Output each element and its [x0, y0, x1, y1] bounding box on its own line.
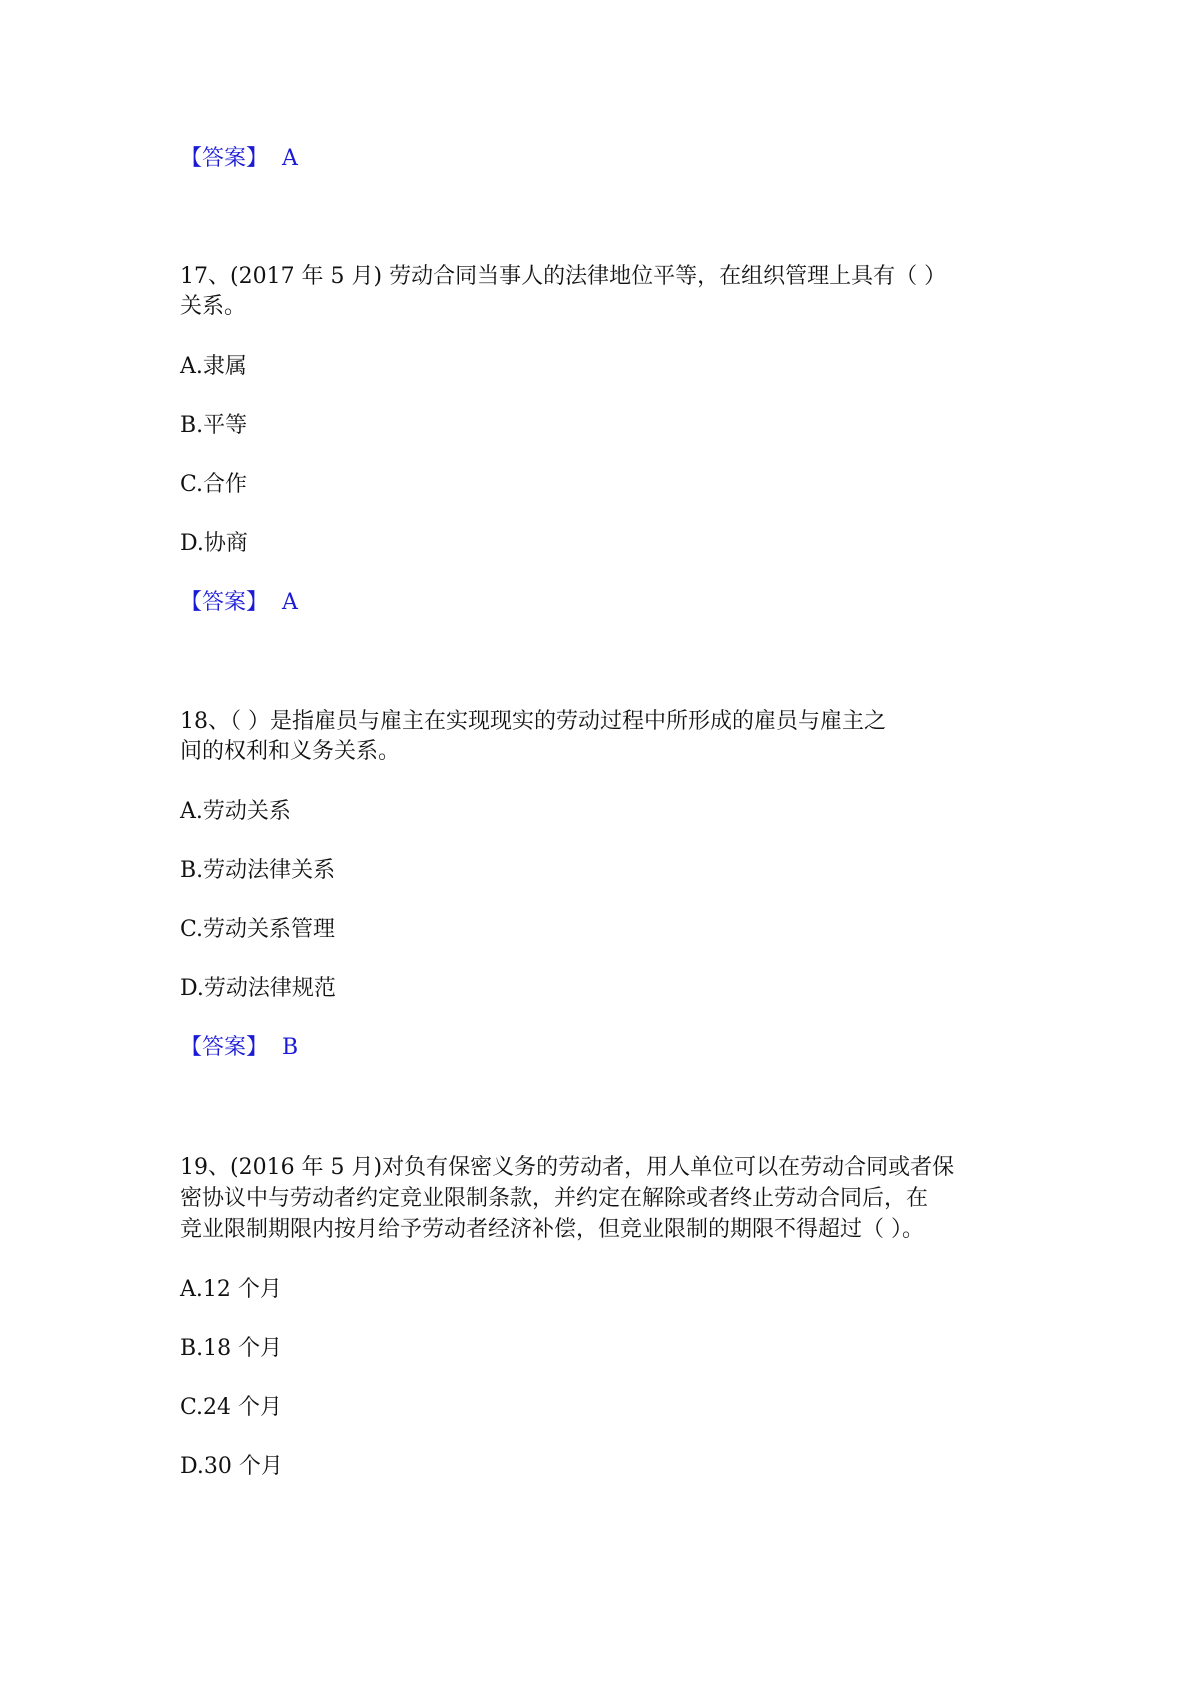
answer-value: B: [282, 1035, 299, 1060]
answer-value: A: [282, 146, 298, 171]
question-19-option-c: C.24 个月: [180, 1395, 283, 1420]
question-17-option-b: B.平等: [180, 413, 248, 438]
answer-value: A: [282, 590, 298, 615]
question-19-option-a: A.12 个月: [180, 1277, 282, 1302]
question-18-option-c: C.劳动关系管理: [180, 917, 336, 942]
question-18-text-line-1: 18、（ ）是指雇员与雇主在实现现实的劳动过程中所形成的雇员与雇主之: [180, 709, 886, 734]
question-19-text-line-3: 竞业限制期限内按月给予劳动者经济补偿，但竞业限制的期限不得超过（ ）。: [180, 1217, 924, 1242]
question-18-answer-row: [180, 1033, 298, 1063]
question-18-option-d: D.劳动法律规范: [180, 976, 336, 1001]
question-17-option-c: C.合作: [180, 472, 248, 497]
question-17-text-line-2: 关系。: [180, 294, 247, 319]
question-18-text-line-2: 间的权利和义务关系。: [180, 739, 401, 764]
question-18-option-b: B.劳动法律关系: [180, 858, 336, 883]
answer-label: 【答案】: [180, 146, 269, 171]
question-17-answer-row: [180, 588, 298, 618]
question-19-option-d: D.30 个月: [180, 1454, 283, 1479]
question-17-text-line-1: 17、(2017 年 5 月) 劳动合同当事人的法律地位平等，在组织管理上具有（ ）: [180, 264, 947, 289]
question-19-text-line-1: 19、(2016 年 5 月)对负有保密义务的劳动者，用人单位可以在劳动合同或者保: [180, 1155, 955, 1180]
question-18-option-a: A.劳动关系: [180, 799, 291, 824]
question-19-text-line-2: 密协议中与劳动者约定竞业限制条款，并约定在解除或者终止劳动合同后，在: [180, 1186, 929, 1211]
question-17-option-d: D.协商: [180, 531, 248, 556]
answer-label: 【答案】: [180, 590, 269, 615]
answer-row: [180, 144, 298, 174]
answer-label: 【答案】: [180, 1035, 269, 1060]
question-19-option-b: B.18 个月: [180, 1336, 283, 1361]
question-17-option-a: A.隶属: [180, 354, 247, 379]
